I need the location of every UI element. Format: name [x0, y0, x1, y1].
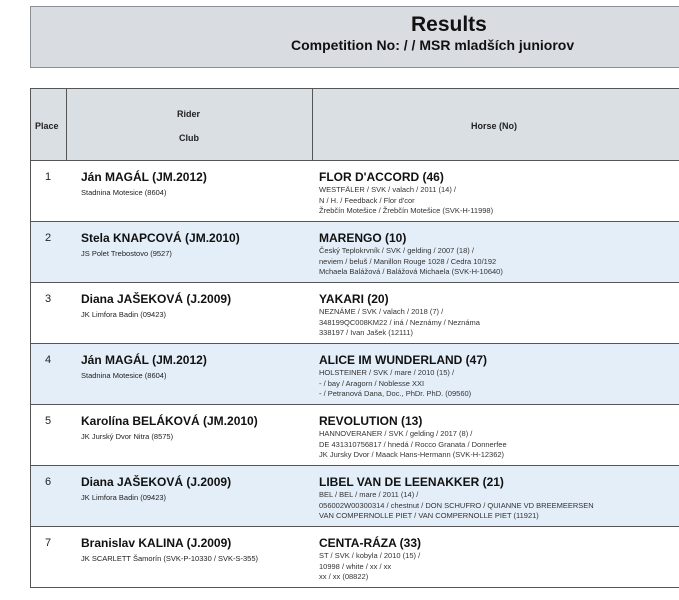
row-rider: Stela KNAPCOVÁ (JM.2010): [81, 231, 240, 245]
results-header-banner: [30, 6, 679, 68]
horse-detail-line: WESTFÄLER / SVK / valach / 2011 (14) /: [319, 185, 456, 194]
table-row: [31, 466, 679, 527]
header-cell-place: [31, 89, 67, 161]
results-table: [30, 88, 679, 588]
competition-subtitle: Competition No: / / MSR mladších juniorov: [291, 37, 575, 53]
horse-detail-line: HOLSTEINER / SVK / mare / 2010 (15) /: [319, 368, 455, 377]
row-horse: LIBEL VAN DE LEENAKKER (21): [319, 475, 504, 489]
table-header: [31, 89, 679, 161]
row-horse-details: [319, 307, 480, 339]
table-row: [31, 405, 679, 466]
table-row: [31, 222, 679, 283]
horse-detail-line: 338197 / Ivan Jašek (12111): [319, 328, 413, 337]
horse-detail-line: ST / SVK / kobyla / 2010 (15) /: [319, 551, 421, 560]
row-place: 3: [45, 293, 52, 305]
row-rider: Karolína BELÁKOVÁ (JM.2010): [81, 414, 258, 428]
horse-detail-line: DE 431310756817 / hnedá / Rocco Granata / Donnerfee: [319, 439, 507, 449]
header-cell-rider: [67, 89, 313, 161]
column-header-rider: Rider: [177, 109, 201, 119]
row-rider: Ján MAGÁL (JM.2012): [81, 170, 207, 184]
row-club: JK SCARLETT Šamorín (SVK-P-10330 / SVK-S-355): [81, 554, 259, 563]
row-place: 1: [45, 171, 52, 183]
row-rider: Diana JAŠEKOVÁ (J.2009): [81, 475, 232, 489]
horse-detail-line: - / Petranová Dana, Doc., PhDr. PhD. (09560): [319, 389, 472, 398]
row-club: JS Polet Trebostovo (9527): [81, 249, 172, 258]
horse-detail-line: - / bay / Aragorn / Noblesse XXI: [319, 378, 425, 388]
horse-detail-line: Mchaela Balážová / Balážová Michaela (SVK-H-10640): [319, 267, 503, 276]
horse-detail-line: Český Teplokrvník / SVK / gelding / 2007 (18) /: [319, 246, 474, 255]
row-horse: CENTA-RÁZA (33): [319, 536, 421, 550]
row-place: 6: [45, 476, 52, 488]
table-row: [31, 161, 679, 222]
row-horse: YAKARI (20): [319, 292, 389, 306]
horse-detail-line: 348199QC008KM22 / iná / Neznámy / Neznáma: [319, 317, 480, 327]
horse-detail-line: xx / xx (08822): [319, 572, 369, 581]
table-row: [31, 527, 679, 588]
row-place: 4: [45, 354, 52, 366]
horse-detail-line: VAN COMPERNOLLE PIET / VAN COMPERNOLLE PIET (11921): [319, 511, 539, 520]
row-horse-details: [319, 368, 471, 400]
row-place: 7: [45, 537, 52, 549]
row-club: JK Jurský Dvor Nitra (8575): [81, 432, 174, 441]
column-header-club: Club: [179, 133, 199, 143]
row-horse: FLOR D'ACCORD (46): [319, 170, 444, 184]
row-rider: Branislav KALINA (J.2009): [81, 536, 232, 550]
row-place: 5: [45, 415, 52, 427]
row-place: 2: [45, 232, 52, 244]
row-rider: Diana JAŠEKOVÁ (J.2009): [81, 292, 232, 306]
row-club: Stadnina Motesice (8604): [81, 371, 167, 380]
row-club: JK Limfora Badin (09423): [81, 493, 167, 502]
horse-detail-line: JK Jursky Dvor / Maack Hans-Hermann (SVK-H-12362): [319, 450, 505, 459]
row-horse: MARENGO (10): [319, 231, 407, 245]
table-row: [31, 344, 679, 405]
column-header-place: Place: [35, 121, 59, 131]
row-horse-details: [319, 490, 594, 522]
horse-detail-line: 10998 / white / xx / xx: [319, 561, 392, 571]
header-cell-horse: [313, 89, 679, 161]
row-horse-details: [319, 429, 507, 461]
horse-detail-line: Žrebčín Motešice / Žrebčín Motešice (SVK-H-11998): [319, 206, 494, 215]
row-horse: ALICE IM WUNDERLAND (47): [319, 353, 487, 367]
horse-detail-line: NEZNÁME / SVK / valach / 2018 (7) /: [319, 307, 444, 316]
row-horse-details: [319, 551, 420, 583]
horse-detail-line: BEL / BEL / mare / 2011 (14) /: [319, 490, 419, 499]
row-club: JK Limfora Badin (09423): [81, 310, 167, 319]
horse-detail-line: HANNOVERANER / SVK / gelding / 2017 (8) /: [319, 429, 473, 438]
horse-detail-line: neviem / beluš / Manillon Rouge 1028 / Cedra 10/192: [319, 256, 497, 266]
row-horse-details: [319, 185, 493, 217]
table-row: [31, 283, 679, 344]
row-club: Stadnina Motesice (8604): [81, 188, 167, 197]
row-horse-details: [319, 246, 503, 278]
row-rider: Ján MAGÁL (JM.2012): [81, 353, 207, 367]
horse-detail-line: N / H. / Feedback / Flor d'cor: [319, 195, 415, 205]
row-horse: REVOLUTION (13): [319, 414, 423, 428]
horse-detail-line: 056002W00300314 / chestnut / DON SCHUFRO / QUIANNE VD BREEMEERSEN: [319, 500, 594, 510]
page-title: Results: [411, 13, 487, 36]
column-header-horse: Horse (No): [471, 121, 518, 131]
